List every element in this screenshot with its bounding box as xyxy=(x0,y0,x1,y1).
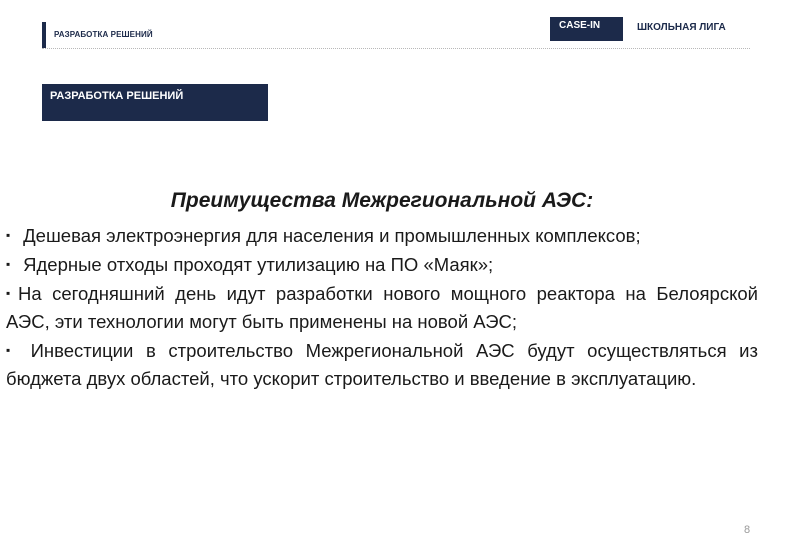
list-item-text: Ядерные отходы проходят утилизацию на ПО «Маяк»; xyxy=(23,254,494,275)
content-block xyxy=(6,186,758,393)
list-item-text: Дешевая электроэнергия для населения и промышленных комплексов; xyxy=(23,225,641,246)
list-item xyxy=(6,336,758,393)
bullet-icon: ▪ xyxy=(6,228,11,242)
bullet-icon: ▪ xyxy=(6,286,11,300)
brand-logo: CASE-IN xyxy=(550,17,623,41)
advantages-list xyxy=(6,221,758,393)
header-divider xyxy=(42,48,750,49)
list-item xyxy=(6,250,758,279)
section-title: РАЗРАБОТКА РЕШЕНИЙ xyxy=(42,84,268,121)
bullet-icon: ▪ xyxy=(6,343,11,357)
list-item-text: На сегодняшний день идут разработки нового мощного реактора на Белоярской АЭС, эти технологии могут быть применены на новой АЭС; xyxy=(6,283,758,332)
bullet-icon: ▪ xyxy=(6,257,11,271)
list-item-text: Инвестиции в строительство Межрегиональной АЭС будут осуществляться из бюджета двух областей, что ускорит строительство и введение в эксплуатацию. xyxy=(6,340,759,389)
content-heading: Преимущества Межрегиональной АЭС: xyxy=(170,189,594,212)
page-number: 8 xyxy=(744,524,751,536)
list-item xyxy=(6,221,758,250)
header-section-label: РАЗРАБОТКА РЕШЕНИЙ xyxy=(54,30,153,39)
league-label: ШКОЛЬНАЯ ЛИГА xyxy=(637,22,726,33)
header-accent-bar xyxy=(42,22,46,48)
list-item xyxy=(6,279,758,336)
